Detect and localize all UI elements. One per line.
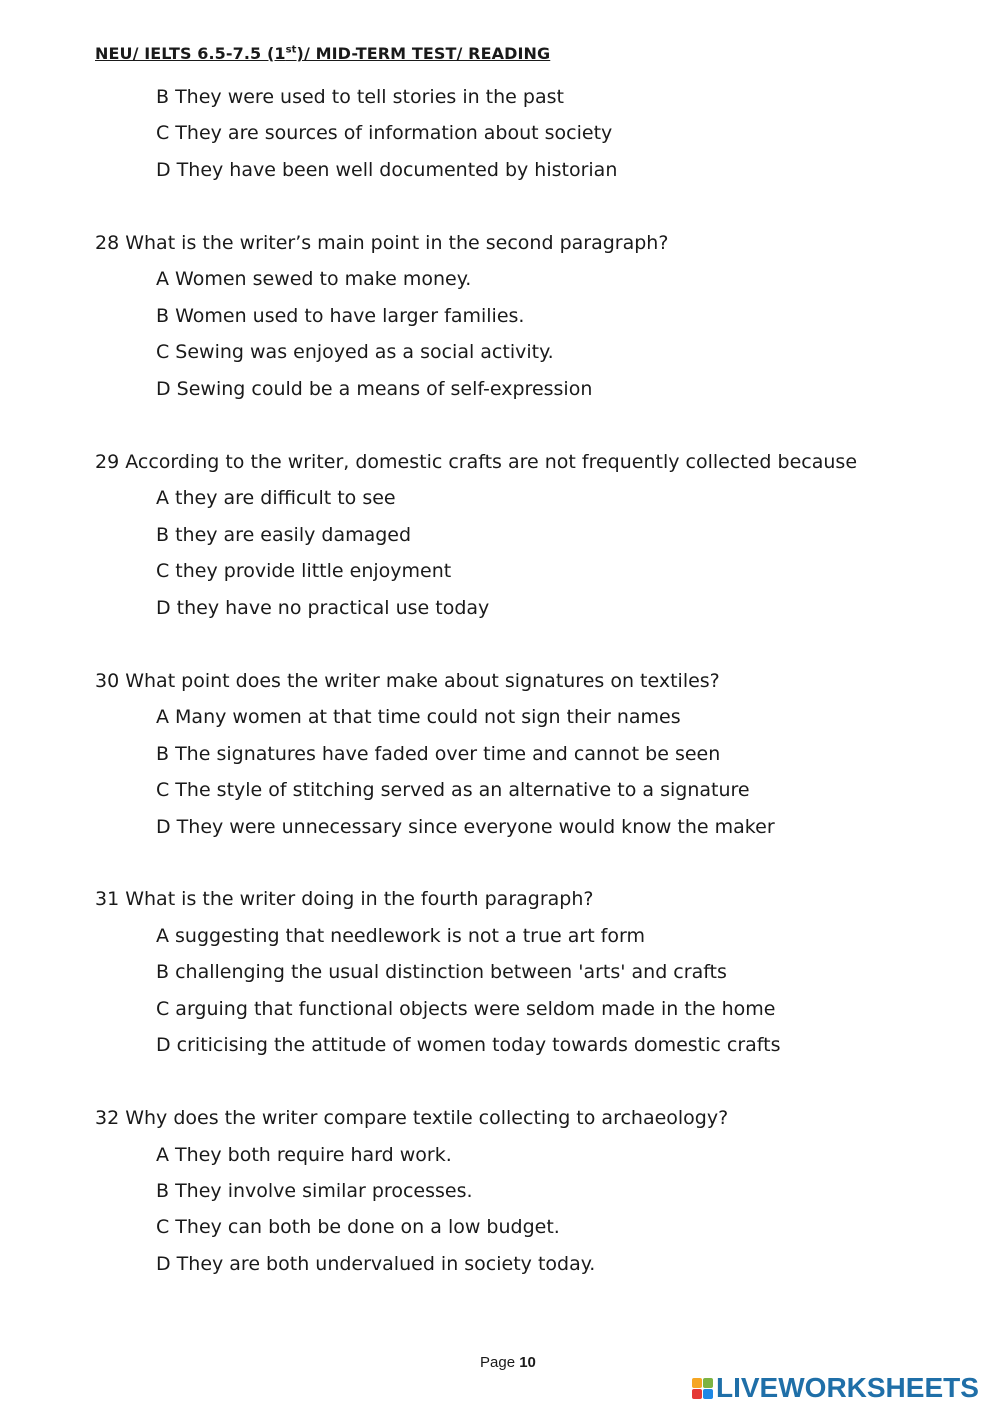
q28-option-c: C Sewing was enjoyed as a social activity.: [156, 341, 554, 363]
q32-option-c: C They can both be done on a low budget.: [156, 1216, 560, 1238]
q28-option-d: D Sewing could be a means of self-expression: [156, 378, 593, 400]
q27-option-b: B They were used to tell stories in the past: [156, 86, 564, 108]
liveworksheets-logo-text: LIVEWORKSHEETS: [716, 1372, 979, 1403]
q30-option-d: D They were unnecessary since everyone would know the maker: [156, 816, 775, 838]
logo-square-l: [692, 1378, 702, 1388]
q29-option-d: D they have no practical use today: [156, 597, 490, 619]
logo-square-e: [703, 1389, 713, 1399]
question-28: 28 What is the writer’s main point in the second paragraph?: [95, 232, 669, 254]
document-header: NEU/ IELTS 6.5-7.5 (1st)/ MID-TERM TEST/ READING: [95, 44, 551, 63]
q31-option-c: C arguing that functional objects were seldom made in the home: [156, 998, 776, 1020]
question-31: 31 What is the writer doing in the fourth paragraph?: [95, 888, 594, 910]
q31-option-d: D criticising the attitude of women today towards domestic crafts: [156, 1034, 781, 1056]
q30-option-a: A Many women at that time could not sign their names: [156, 706, 681, 728]
question-30: 30 What point does the writer make about signatures on textiles?: [95, 670, 720, 692]
logo-square-i: [703, 1378, 713, 1388]
q27-option-c: C They are sources of information about society: [156, 122, 613, 144]
page-number: Page 10: [480, 1354, 536, 1371]
q32-option-a: A They both require hard work.: [156, 1144, 452, 1166]
question-32: 32 Why does the writer compare textile collecting to archaeology?: [95, 1107, 729, 1129]
q31-option-a: A suggesting that needlework is not a true art form: [156, 925, 645, 947]
question-29: 29 According to the writer, domestic crafts are not frequently collected because: [95, 451, 858, 473]
q27-option-d: D They have been well documented by historian: [156, 159, 618, 181]
q30-option-b: B The signatures have faded over time and cannot be seen: [156, 743, 721, 765]
q28-option-a: A Women sewed to make money.: [156, 268, 472, 290]
q31-option-b: B challenging the usual distinction between 'arts' and crafts: [156, 961, 727, 983]
q32-option-b: B They involve similar processes.: [156, 1180, 473, 1202]
logo-square-v: [692, 1389, 702, 1399]
q32-option-d: D They are both undervalued in society today.: [156, 1253, 596, 1275]
liveworksheets-logo-icon: [692, 1378, 713, 1399]
q29-option-a: A they are difficult to see: [156, 487, 396, 509]
liveworksheets-logo: [692, 1373, 979, 1403]
q28-option-b: B Women used to have larger families.: [156, 305, 525, 327]
q29-option-c: C they provide little enjoyment: [156, 560, 452, 582]
q29-option-b: B they are easily damaged: [156, 524, 412, 546]
q30-option-c: C The style of stitching served as an alternative to a signature: [156, 779, 750, 801]
